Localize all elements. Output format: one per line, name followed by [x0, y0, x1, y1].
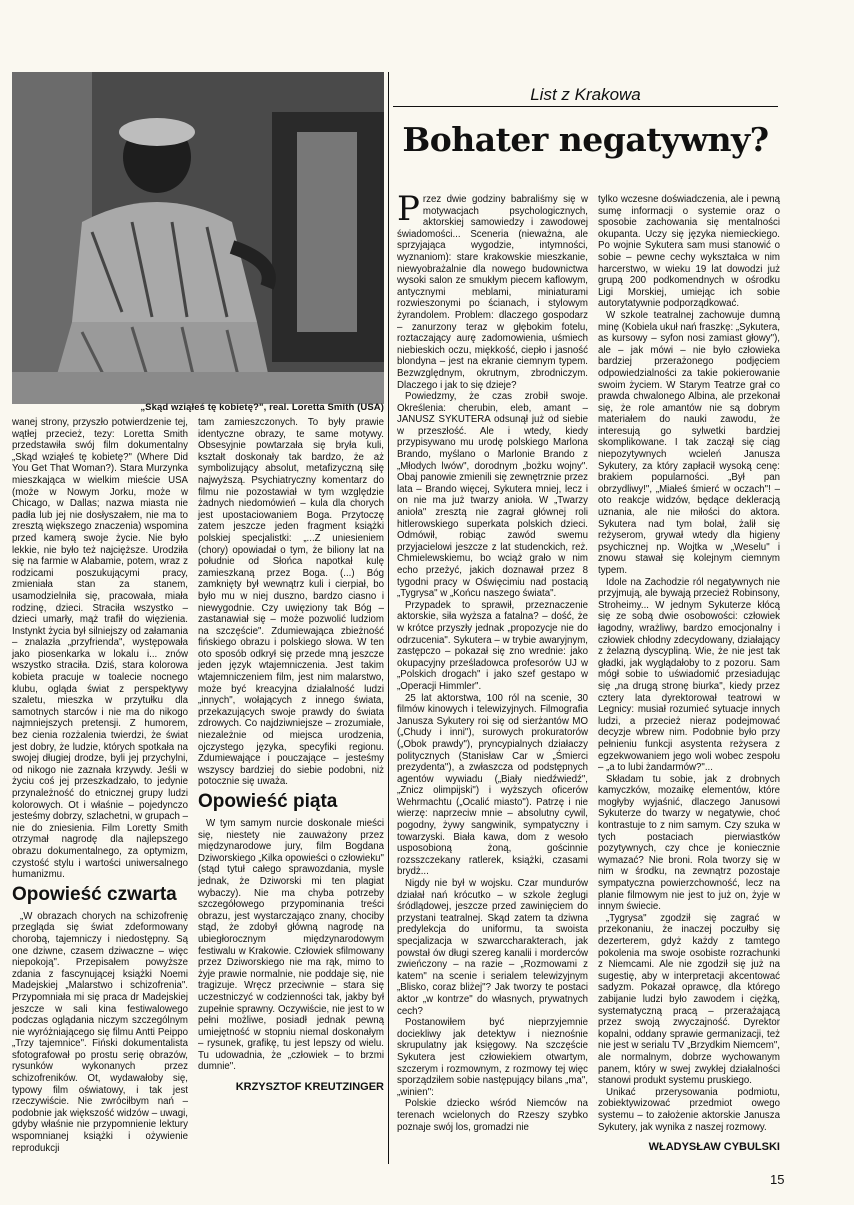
column-divider [388, 72, 389, 1164]
paragraph: Powiedzmy, że czas zrobił swoje. Określenia: cherubin, eleb, amant – JANUSZ SYKUTERA odsunął już od siebie w przeszłość. Ale i wtedy, kiedy przypisywano mu urodę polskiego Marlona Brando, myślano o Marlonie Brando z „Młodych lwów", dorodnym „bożku wojny". Obaj panowie zmienili się zewnętrznie przez lata – Brando więcej, Sykutera mniej, lecz i on nie ma już twarzy anioła. W „Twarzy anioła" zresztą nie zagrał głównej roli hitlerowskiego superkata polskich dzieci. Odmówił, robiąc zawód swemu przyjacielowi jeszcze z lat studenckich, reż. Chmielewskiemu, bo wciąż grało w nim echo przeżyć, jakich doznawał przez 8 tygodni pracy w Oświęcimiu nad postacią „Tygrysa" w „Końcu naszego świata". [397, 391, 588, 600]
paragraph: tylko wczesne doświadczenia, ale i pewną sumę informacji o systemie oraz o sposobie zachowania się mentalności okupanta. Uczy się języka niemieckiego. Po wojnie Sykutera sam musi stanowić o sobie – pewne cechy wykształca w nim harcerstwo, w wieku 19 lat dowodzi już grupą 200 podkomendnych w ośrodku Ligi Morskiej, umiejąc ich sobie autorytatywnie podporządkować. [598, 194, 780, 310]
photo-illustration [12, 72, 384, 404]
paragraph: Składam tu sobie, jak z drobnych kamyczków, mozaikę elementów, które mogłyby wyjaśnić, dlaczego Janusowi Sykuterze do twarzy w negatywie, choć kontrastuje to z nim samym. Czy szuka w tych postaciach pierwiastków pozytywnych, czy chce je koniecznie wymazać? Nie broni. Rola tworzy się w nim w środku, na zewnątrz pozostaje sympatyczna powierzchowność, lecz na planie filmowym nie jest to już on, żyje w innym świecie. [598, 773, 780, 913]
article-title: Bohater negatywny? [402, 120, 769, 159]
paragraph: „Tygrysa" zgodził się zagrać w przekonaniu, że inaczej poczułby się dezerterem, gdyż każdy z tamtego pokolenia ma swoje osobiste rozrachunki z Niemcami. Ale nie zgodził się już na sugestię, aby w interpretacji akcentować sadyzm. Pokazał oprawcę, dla którego zabijanie ludzi było zawodem i ciężką, systematyczną pracą – przerażającą przez swoją zwyczajność. Dyrektor kopalni, oddany sprawie germanizacji, też nie jest w serialu TV „Brzydkim Niemcem", ale normalnym, dobrze wychowanym panem, który w swej zwykłej działalności stanowi produkt systemu pruskiego. [598, 912, 780, 1087]
paragraph: Przypadek to sprawił, przeznaczenie aktorskie, siła wyższa a fatalna? – dość, że w krótce przyszły jednak „propozycje nie do odrzucenia". Sykutera – w trybie awaryjnym, zastępczo – pokazał się zno wrednie: jako okupacyjny prześladowca profesorów UJ w „Polskich drogach" i jako szef gestapo w „Operacji Himmler". [397, 599, 588, 692]
paragraph: 25 lat aktorstwa, 100 ról na scenie, 30 filmów kinowych i telewizyjnych. Filmografia Janusza Sykutery roi się od sierżantów MO („Chudy i inni"), surowych prokuratorów („Obok prawdy"), pryncypialnych działaczy politycznych (Stanisław Car w „Śmierci prezydenta"), a zwłaszcza od podstępnych agentów wywiadu („Biały niedźwiedź", „Znicz olimpijski") i wyższych oficerów Wehrmachtu („Ocalić miasto"). Patrzę i nie wierzę: naprzeciw mnie – absolutny cywil, pogodny, żywy sangwinik, sympatyczny i towarzyski. Biała kawa, dom z wesoło usposobioną żoną, gościnnie rozsszczekany ratlerek, książki, czasami brydż... [397, 692, 588, 878]
page-number: 15 [770, 1172, 785, 1187]
column-1 [12, 417, 188, 1154]
header-rule [393, 106, 778, 107]
paragraph: „W obrazach chorych na schizofrenię przegląda się świat zdeformowany chorobą, tajemniczy i niedostępny. Są one dziwne, czasem dziwaczne – więc niepokoją". Przepisałem powyższe zdania z fascynującej książki Noemi Madejskiej „Malarstwo i schizofrenia". Przypomniała mi się praca dr Madejskiej jeszcze w sali kina festiwalowego podczas oglądania niczym szczególnym nie wyróżniającego się filmu Antti Peippo „Trzy tajemnice". Fiński dokumentalista sfotografował po prostu serię obrazów, rysunków wykonanych przez schizofreników. Ot, wydawałoby się, typowy film oświatowy, i tak jest rzeczywiście. Nie zwróciłbym nań – podobnie jak większość widzów – uwagi, gdyby właśnie nie przypomnienie lektury wspomnianej książki i ożywienie reprodukcji [12, 910, 188, 1154]
paragraph: W szkole teatralnej zachowuje dumną minę (Kobiela ukuł nań fraszkę: „Sykutera, as kursowy – syfon nosi zamiast głowy"), ale – jak mówi – nie było człowieka bardziej przerażonego podjęciem odpowiedzialności za takie pokierowanie swoim życiem. W Starym Teatrze grał co prawda chwalonego Albina, ale przekonał się, że role amantów nie są dobrym materiałem do nauki zawodu, że interesują go sylwetki bardziej skomplikowane. I tak zaczął się ciąg niepozytywnych wcieleń Janusza Sykutery, za który zapłacił wysoką cenę: brakiem popularności. „Był pan obrzydliwy!", „Miałeś śmierć w oczach"! – oto reakcje widzów, będące dekleracją uznania, ale nie miłości do aktora. Sykutera nad tym bolał, żalił się reżyserom, grywał wtedy dla higieny psychicznej np. Wojtka w „Weselu" i znowu stawał się kolejnym ciemnym typem. [598, 309, 780, 576]
photo-caption: „Skąd wziąłeś tę kobietę?", real. Loretta Smith (USA) [140, 402, 384, 413]
section-rubric: List z Krakowa [530, 85, 641, 104]
lead-text: rzez dwie godziny babraliśmy się w motywacjach psychologicznych, aktorskiej samowiedzy i zawodowej świadomości... Sceneria (nieważna, ale sprzyjająca wygodzie, intymności, wyznaniom): stare krakowskie mieszkanie, niewyobrażalnie dla nowego budownictwa wysoki salon ze smukłym piecem kaflowym, antycznymi meblami, miniaturami rozwieszonymi po ścianach, i stylowym żyrandolem. Problem: dlaczego gospodarz – zanurzony teraz w głębokim fotelu, roztaczający aurę zadomowienia, uśmiech niebieskich oczu, miękkość, ciepło i jasność blondyna – jest na ekranie ciemnym typem. Bezwzględnym, okrutnym, zbrodniczym. Dlaczego i jak to się dzieje? [397, 194, 588, 391]
paragraph: Unikać przerysowania podmiotu, zobiektywizować przedmiot owego systemu – to założenie aktorskie Janusza Sykutery, jak wynika z naszej rozmowy. [598, 1086, 780, 1133]
photo-woman-seated [12, 72, 384, 404]
column-4 [598, 194, 780, 1154]
paragraph: W tym samym nurcie doskonale mieści się, niestety nie zauważony przez międzynarodowe jury, film Bogdana Dziworskiego „Kilka opowieści o człowieku" (stąd tytuł całego sprawozdania, mysle jednak, że Dziworski mi ten plagiat wybaczy). Nie ma chyba potrzeby szczegółowego przypominania treści obrazu, jest wystarczająco znany, chociby stąd, że zdobył główną nagrodę na ubiegłorocznym międzynarodowym festiwalu w Krakowie. Człowiek sfilmowany przez Dziworskiego nie ma rąk, mimo to żyje prawie normalnie, nie poddaje się, nie tragizuje. Wręcz przeciwnie – stara się uczestniczyć w codzienności tak, jakby był zupełnie sprawny. Oczywiście, nie jest to w pełni możliwe, posiadł jednak pewną umiejętność w stopniu niemal doskonałym – rysunek, grafikę, tu jest lepszy od wielu. Tu udowadnia, że „człowiek – to brzmi dumnie". [198, 818, 384, 1073]
column-2 [198, 417, 384, 1094]
byline-cybulski: WŁADYSŁAW CYBULSKI [648, 1141, 780, 1154]
subhead-opowiesc-piata: Opowieść piąta [198, 791, 338, 812]
paragraph: Idole na Zachodzie ról negatywnych nie przyjmują, ale bywają przecież Robinsony, Stroheimy... W jednym Sykuterze kłócą się ze sobą dwie osobowości: człowiek łagodny, wrażliwy, bardzo emocjonalny i człowiek chłodny zdecydowany, działający z żelazną dyscypliną. Wie, że nie jest tak gładki, jak wyglądałoby to z pozoru. Sam mógł sobie to uświadomić przesiadując się „na drugą stronę biurka", kiedy przez cztery lata dyrektorował teatrowi w Legnicy: musiał rozumieć sytuacje innych ludzi, a przecież nieraz podejmować decyzje wbrew nim. Podobnie było przy pełnieniu funkcji asystenta reżysera z egzekwowaniem jego woli wobec zespołu – „a to lubi żandarmów?"... [598, 576, 780, 774]
paragraph: Polskie dziecko wśród Niemców na terenach wcielonych do Rzeszy szybko poznaje swój los, gromadzi nie [397, 1098, 588, 1133]
byline-kreutzinger: KRZYSZTOF KREUTZINGER [235, 1081, 384, 1094]
paragraph: tam zamieszczonych. To były prawie identyczne obrazy, te same motywy. Obsesyjnie powtarzała się bryła kuli, kształt doskonały tak bardzo, że aż symbolizujący absolut, metafizyczną siłę najwyższą. Psychiatryczny komentarz do filmu nie pozostawiał w tym względzie żadnych niedomówień – kula dla chorych jest upostaciowaniem Boga. Przytoczę zatem jeszcze jeden fragment książki polskiej specjalistki: „...Z uniesieniem (chory) opowiadał o tym, że biliony lat na południe od Słońca napotkał kulę zamieszkaną przez Boga. (...) Bóg zamknięty był wewnątrz kuli i cierpiał, bo było mu w niej duszno, bardzo ciasno i niewygodnie. Czy uwięziony tak Bóg – zastanawiał się – może pozwolić ludziom na szczęście". Zdumiewająca zbieżność fińskiego obrazu i polskiego słowa. W ten oto sposób odkrył się przede mną jeszcze jeden język wtajemniczenia. Jest takim wtajemniczeniem film, jest nim malarstwo, może być kreacyjna działalność ludzi „innych", wołających z innego świata, przekazujących swoje prawdy do świata zdrowych. Co najdziwniejsze – zrozumiałe, niezależnie od miejsca urodzenia, ojczystego języka, specyfiki regionu. Zdumiewające i pouczające – jesteśmy wszyscy bardziej do siebie podobni, niż potocznie się uważa. [198, 417, 384, 788]
subhead-opowiesc-czwarta: Opowieść czwarta [12, 883, 177, 905]
paragraph: Nigdy nie był w wojsku. Czar mundurów działał nań krócutko – w szkole żeglugi śródlądowej, jeszcze przed zawinięciem do przystani teatralnej. Skąd zatem ta dziwna predylekcja do uniformu, ta swoista specjalizacja w szwarccharakterach, jak powstał ów długi szereg kanalii i morderców zwieńczony – na razie – „Rozmowami z katem" na scenie i serialem telewizyjnym „Blisko, coraz bliżej"? Jak tworzy te postaci aktor „w kontrze" do własnych, prywatnych cech? [397, 878, 588, 1017]
paragraph: wanej strony, przyszło potwierdzenie tej, wątłej przecież, tezy: Loretta Smith przedstawiła swój film dokumentalny „Skąd wziąłeś tę kobietę?" (Where Did You Get That Woman?). Stara Murzynka mieszkająca w wielkim mieście USA (może w Nowym Jorku, może w Chicago, w Dallas; nazwa miasta nie padła lub jej nie dosłyszałem, nie ma to zresztą większego znaczenia) wspomina przed kamerą swoje życie. Nie było lekkie, nie było też najcięższe. Urodziła się na farmie w Alabamie, potem, wraz z rodzicami poszukującymi pracy, zmieniała stan za stanem, usamodzielniła się, pracowała, miała rodzinę, dzieci. Straciła wszystko – dzieci umarły, mąż trafił do więzienia. Instynkt życia był silniejszy od załamania – znalazła „przyfrienda", występowała jako piosenkarka w lokalu i... znów wszystko straciła. Dziś, stara kolorowa kobieta pracuje w toalecie nocnego klubu, ogląda świat z perspektywy szaletu, mieszka w przytułku dla samotnych starców i nie ma do nikogo najmniejszych pretensji. Z humorem, bez cienia rozżalenia twierdzi, że świat jest dobry, że ludzie, których spotkała na swojej długiej drodze, byli jej przychylni, od nikogo nie zaznała krzywdy. Jeśli w życiu coś jej przeszkadzało, to jedynie przynależność do etnicznej grupy ludzi kolorowych. Ot i właśnie – pojedynczo jesteśmy dobrzy, szlachetni, w grupach – nie do zniesienia. Film Loretty Smith otrzymał nagrodę dla najlepszego obrazu dokumentalnego, za optymizm, czystość stylu i wartości uniwersalnego humanizmu. [12, 417, 188, 881]
drop-cap: P [397, 189, 420, 229]
paragraph: Postanowiłem być nieprzyjemnie dociekliwy jak detektyw i nieznośnie skrupulatny jak księgowy. Na szczęście Sykutera jest człowiekiem otwartym, szczerym i rozmownym, z rozmowy tej więc sporządziłem sobie następujący bilans „ma", „winien": [397, 1017, 588, 1098]
column-3 [397, 189, 588, 1133]
paragraph-lead [397, 189, 588, 391]
